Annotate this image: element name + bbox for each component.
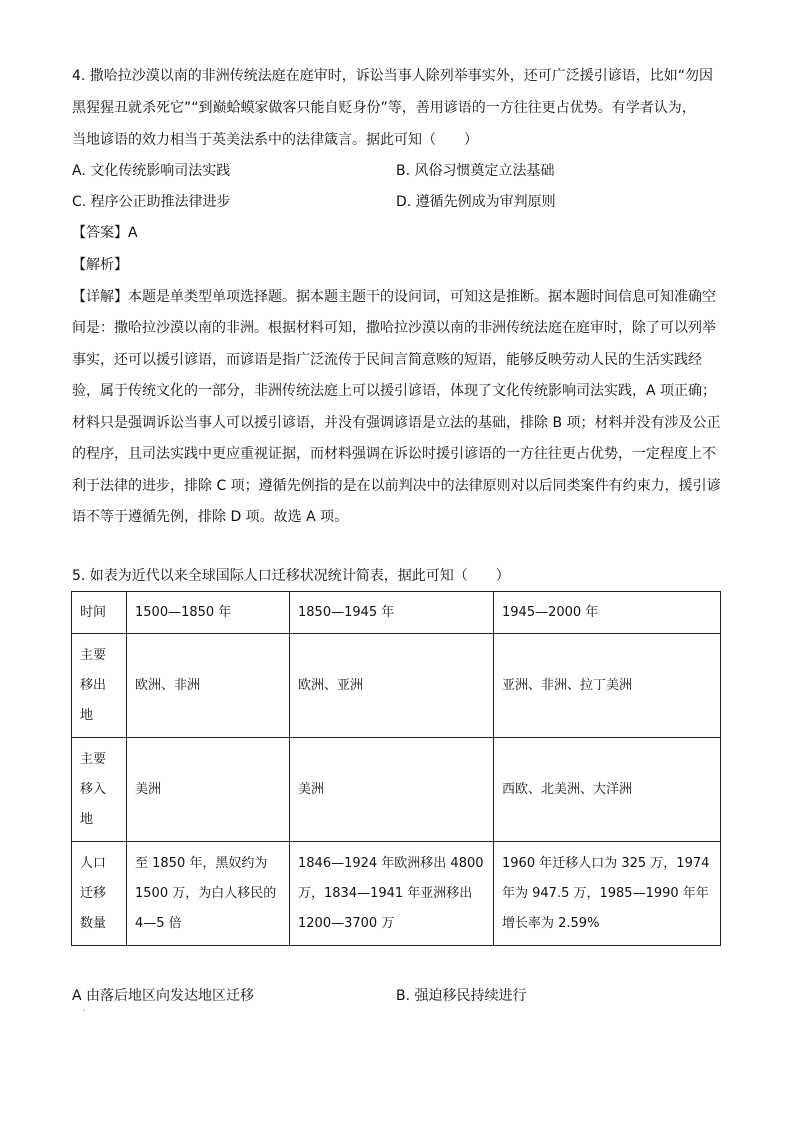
table-cell: 美洲 [290, 738, 494, 842]
row-label-immigration: 主要 移入 地 [72, 738, 127, 842]
q4-detail-line-4: 验，属于传统文化的一部分，非洲传统法庭上可以援引谚语，体现了文化传统影响司法实践，A 项正确； [72, 383, 717, 399]
table-header-cell: 1850—1945 年 [290, 592, 494, 634]
q4-option-a: A. 文化传统影响司法实践 [72, 163, 231, 179]
table-cell: 欧洲、非洲 [127, 634, 290, 738]
table-row [72, 842, 721, 946]
table-header-cell: 时间 [72, 592, 127, 634]
table-row [72, 634, 721, 738]
q5-option-a: A 由落后地区向发达地区迁移 [72, 988, 255, 1004]
table-cell: 美洲 [127, 738, 290, 842]
q4-option-b: B. 风俗习惯奠定立法基础 [396, 163, 555, 179]
q4-detail-line-6: 的程序，且司法实践中更应重视证据，而材料强调在诉讼时援引谚语的一方往往更占优势，一定程度上不 [72, 446, 716, 462]
q4-detail-line-2: 间是：撒哈拉沙漠以南的非洲。根据材料可知，撒哈拉沙漠以南的非洲传统法庭在庭审时，除了可以列举 [72, 320, 716, 336]
migration-table [71, 591, 721, 946]
q4-detail-line-5: 材料只是强调诉讼当事人可以援引谚语，并没有强调谚语是立法的基础，排除 B 项；材料并没有涉及公正 [72, 415, 721, 431]
table-row [72, 738, 721, 842]
q4-stem-line-2: 黑猩猩丑就杀死它”“到巅蛤蟆家做客只能自贬身份”等，善用谚语的一方往往更占优势。有学者认为， [72, 100, 696, 116]
row-label-quantity: 人口 迁移 数量 [72, 842, 127, 946]
q4-stem-line-1: 4. 撒哈拉沙漠以南的非洲传统法庭在庭审时，诉讼当事人除列举事实外，还可广泛援引谚语，比如“勿因 [72, 68, 714, 84]
q4-analysis-label: 【解析】 [72, 257, 128, 273]
q4-detail-line-8: 语不等于遵循先例，排除 D 项。故选 A 项。 [72, 509, 349, 525]
q4-detail-line-1: 【详解】本题是单类型单项选择题。据本题主题干的设问词，可知这是推断。据本题时间信息可知准确空 [72, 289, 716, 305]
q4-stem-line-3: 当地谚语的效力相当于英美法系中的法律箴言。据此可知（ ） [72, 132, 478, 148]
table-cell: 亚洲、非洲、拉丁美洲 [494, 634, 721, 738]
table-cell: 欧洲、亚洲 [290, 634, 494, 738]
stray-mark: · [83, 1006, 86, 1015]
table-cell: 1960 年迁移人口为 325 万，1974 年为 947.5 万，1985—1990 年年 增长率为 2.59% [494, 842, 721, 946]
q4-detail-line-7: 利于法律的进步，排除 C 项；遵循先例指的是在以前判决中的法律原则对以后同类案件有约束力，援引谚 [72, 478, 721, 494]
table-header-cell: 1500—1850 年 [127, 592, 290, 634]
q4-detail-line-3: 事实，还可以援引谚语，而谚语是指广泛流传于民间言简意赅的短语，能够反映劳动人民的生活实践经 [72, 352, 702, 368]
q4-option-c: C. 程序公正助推法律进步 [72, 194, 231, 210]
table-header-row [72, 592, 721, 634]
table-cell: 至 1850 年，黑奴约为 1500 万，为白人移民的 4—5 倍 [127, 842, 290, 946]
row-label-emigration: 主要 移出 地 [72, 634, 127, 738]
q5-stem: 5. 如表为近代以来全球国际人口迁移状况统计简表，据此可知（ ） [72, 568, 510, 584]
q4-option-d: D. 遵循先例成为审判原则 [396, 194, 556, 210]
table-header-cell: 1945—2000 年 [494, 592, 721, 634]
q5-option-b: B. 强迫移民持续进行 [396, 988, 527, 1004]
table-cell: 西欧、北美洲、大洋洲 [494, 738, 721, 842]
table-cell: 1846—1924 年欧洲移出 4800 万，1834—1941 年亚洲移出 1200—3700 万 [290, 842, 494, 946]
q4-answer: 【答案】A [72, 225, 138, 241]
